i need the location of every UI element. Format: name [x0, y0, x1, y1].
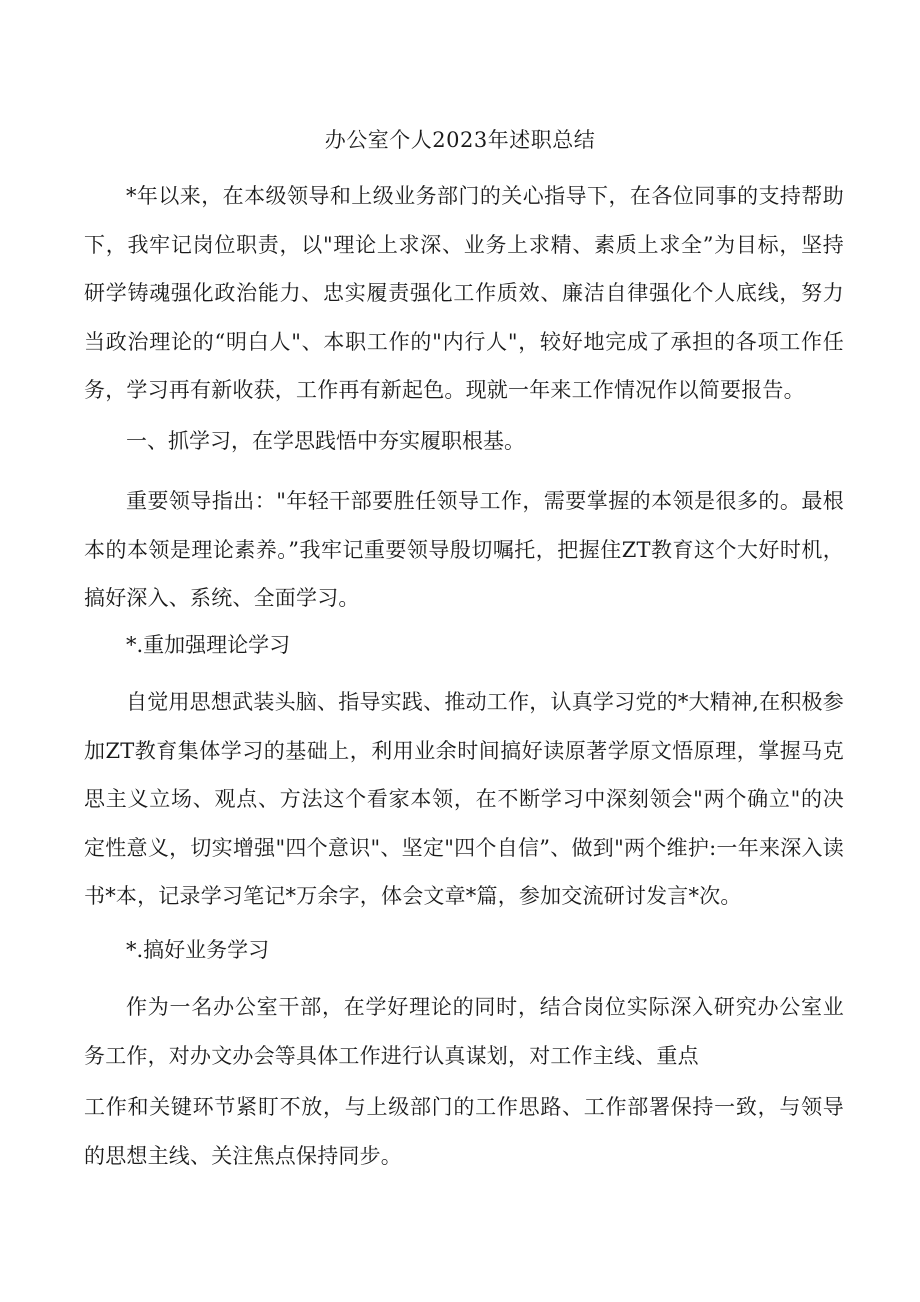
subsection-1-paragraph: 自觉用思想武装头脑、指导实践、推动工作，认真学习党的*大精神,在积极参加ZT教育集体学习的基础上，利用业余时间搞好读原著学原文悟原理，掌握马克思主义立场、观点、方法这个看家本领，在不断学习中深刻领会"两个确立"的决定性意义，切实增强"四个意识"、坚定"四个自信”、做到"两个维护:一年来深入读书*本，记录学习笔记*万余字，体会文章*篇，参加交流研讨发言*次。	[84, 690, 844, 909]
subsection-2-paragraph-part-1: 作为一名办公室干部，在学好理论的同时，结合岗位实际深入研究办公室业务工作，对办文办会等具体工作进行认真谋划，对工作主线、重点	[84, 995, 844, 1068]
intro-paragraph: *年以来，在本级领导和上级业务部门的关心指导下，在各位同事的支持帮助下，我牢记岗位职责，以"理论上求深、业务上求精、素质上求全”为目标，坚持研学铸魂强化政治能力、忠实履责强化工作质效、廉洁自律强化个人底线，努力当政治理论的“明白人"、本职工作的"内行人"，较好地完成了承担的各项工作任务，学习再有新收获，工作再有新起色。现就一年来工作情况作以简要报告。	[84, 184, 844, 403]
section-1-paragraph: 重要领导指出："年轻干部要胜任领导工作，需要掌握的本领是很多的。最根本的本领是理论素养。”我牢记重要领导殷切嘱托，把握住ZT教育这个大好时机，搞好深入、系统、全面学习。	[84, 489, 844, 611]
subsection-2-paragraph-part-2: 工作和关键环节紧盯不放，与上级部门的工作思路、工作部署保持一致，与领导的思想主线、关注焦点保持同步。	[84, 1095, 844, 1168]
section-1-heading: 一、抓学习，在学思践悟中夯实履职根基。	[126, 429, 525, 453]
document-title: 办公室个人2023年述职总结	[324, 128, 596, 152]
subsection-2-heading: *.搞好业务学习	[126, 938, 270, 962]
subsection-1-heading: *.重加强理论学习	[126, 633, 291, 657]
